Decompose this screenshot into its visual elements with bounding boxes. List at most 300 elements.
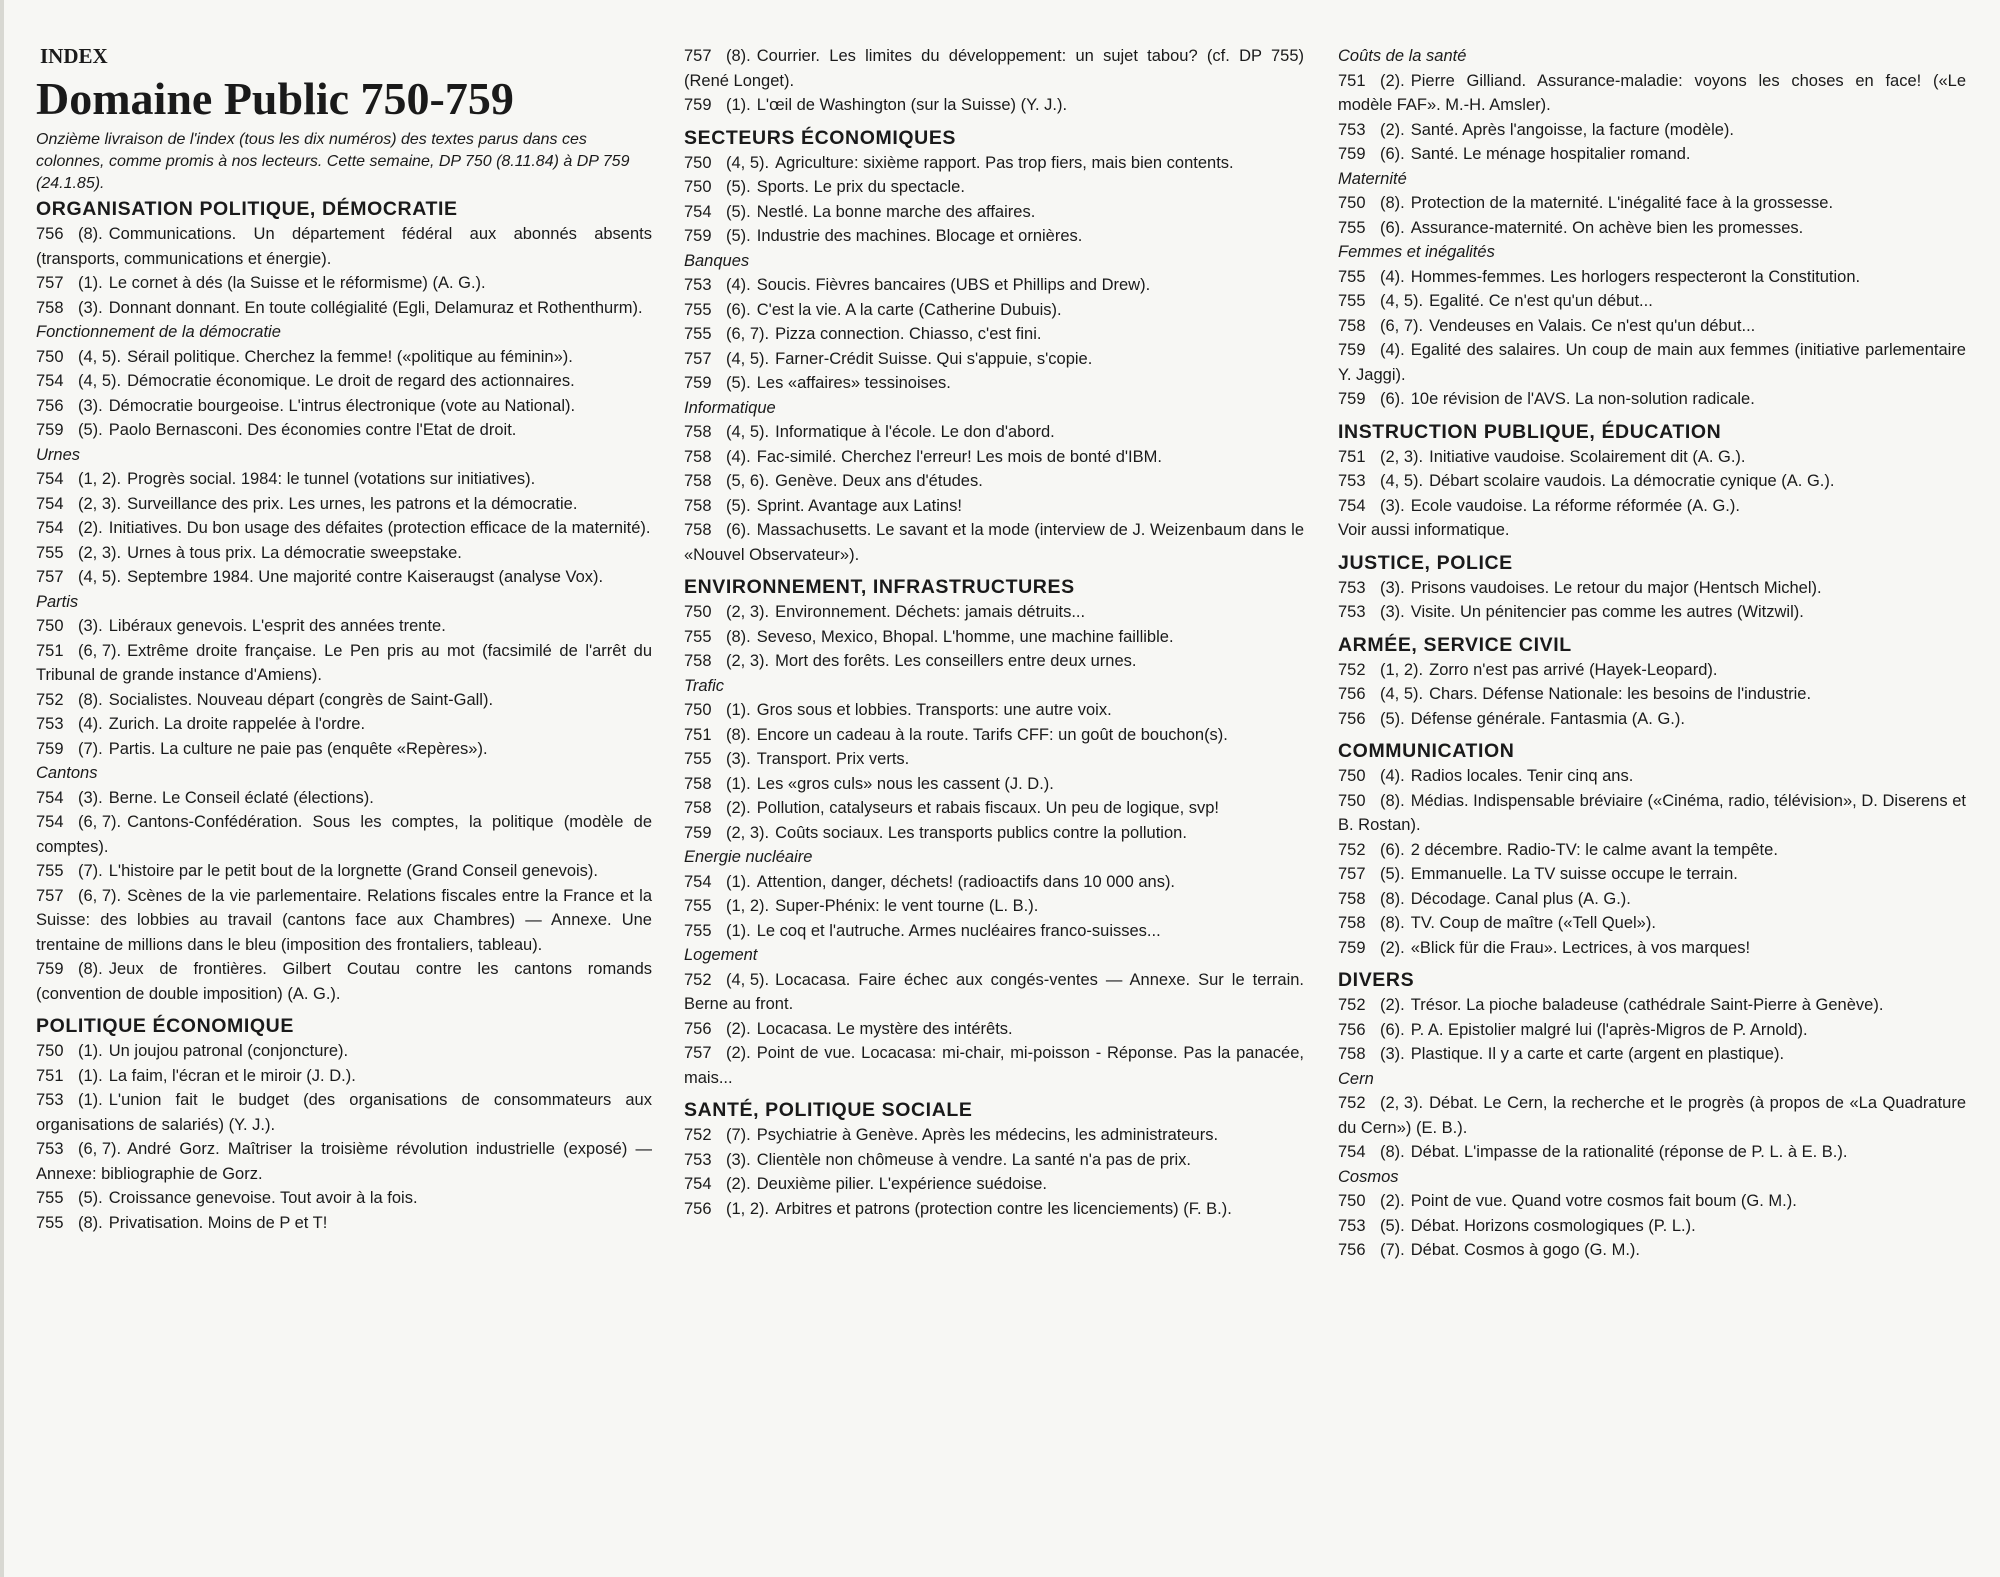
page-reference: (2). bbox=[726, 1175, 751, 1193]
issue-number: 750 bbox=[36, 617, 64, 635]
page-reference: (1, 2). bbox=[726, 897, 770, 915]
entry-text: Gros sous et lobbies. Transports: une autre voix. bbox=[756, 701, 1112, 719]
index-entry bbox=[36, 712, 652, 737]
entry-text: Extrême droite française. Le Pen pris au mot (facsimilé de l'arrêt du Tribunal de grande instance d'Amiens). bbox=[36, 641, 652, 684]
index-entry bbox=[684, 347, 1304, 372]
subsection-heading: Partis bbox=[36, 592, 79, 611]
index-entry bbox=[36, 467, 652, 492]
entry-text: Plastique. Il y a carte et carte (argent en plastique). bbox=[1410, 1045, 1785, 1063]
entry-text: Socialistes. Nouveau départ (congrès de Saint-Gall). bbox=[108, 690, 494, 709]
issue-number: 758 bbox=[1338, 316, 1366, 335]
issue-number: 759 bbox=[684, 96, 712, 114]
issue-number: 755 bbox=[36, 1189, 64, 1207]
entry-text: Prisons vaudoises. Le retour du major (Hentsch Michel). bbox=[1410, 578, 1822, 597]
page-reference: (2). bbox=[726, 1044, 751, 1062]
entry-text: Farner-Crédit Suisse. Qui s'appuie, s'copie. bbox=[775, 349, 1093, 368]
index-entry bbox=[684, 649, 1304, 674]
index-entry bbox=[684, 494, 1304, 519]
entry-text: Voir aussi informatique. bbox=[1338, 521, 1510, 539]
issue-number: 755 bbox=[684, 325, 712, 343]
entry-text: Protection de la maternité. L'inégalité face à la grossesse. bbox=[1410, 194, 1834, 212]
section-heading: ARMÉE, SERVICE CIVIL bbox=[1338, 633, 1572, 656]
page-reference: (1). bbox=[78, 1042, 103, 1060]
index-entry bbox=[1338, 1018, 1966, 1043]
index-entry bbox=[1338, 216, 1966, 241]
entry-text: Point de vue. Locacasa: mi-chair, mi-poisson - Réponse. Pas la panacée, mais... bbox=[684, 1044, 1304, 1087]
entry-text: Démocratie bourgeoise. L'intrus électronique (vote au National). bbox=[108, 396, 576, 415]
index-entry bbox=[1338, 494, 1966, 519]
issue-number: 754 bbox=[36, 813, 64, 831]
index-entry bbox=[36, 1064, 652, 1089]
page-reference: (2). bbox=[1380, 71, 1405, 90]
entry-text: Surveillance des prix. Les urnes, les patrons et la démocratie. bbox=[127, 494, 578, 513]
issue-number: 752 bbox=[1338, 1094, 1366, 1112]
page-reference: (2, 3). bbox=[726, 603, 770, 621]
index-entry bbox=[684, 1197, 1304, 1222]
entry-text: Septembre 1984. Une majorité contre Kaiseraugst (analyse Vox). bbox=[127, 568, 604, 586]
index-entry bbox=[684, 273, 1304, 298]
column-1 bbox=[36, 44, 652, 1235]
subsection-heading: Cosmos bbox=[1338, 1167, 1399, 1186]
index-entry bbox=[36, 345, 652, 370]
entry-text: L'union fait le budget (des organisations de consommateurs aux organisations de salariés) (Y. J.). bbox=[36, 1091, 652, 1134]
entry-text: Locacasa. Faire échec aux congés-ventes — Annexe. Sur le terrain. Berne au front. bbox=[684, 970, 1304, 1013]
page-reference: (6, 7). bbox=[78, 886, 122, 905]
entry-text: Hommes-femmes. Les horlogers respecteront la Constitution. bbox=[1410, 267, 1861, 286]
issue-number: 755 bbox=[684, 627, 712, 646]
issue-number: 752 bbox=[684, 970, 712, 989]
subsection-heading: Energie nucléaire bbox=[684, 848, 813, 866]
page-reference: (5). bbox=[726, 227, 751, 245]
entry-text: Santé. Le ménage hospitalier romand. bbox=[1410, 145, 1691, 163]
issue-number: 756 bbox=[1338, 685, 1366, 703]
issue-number: 755 bbox=[1338, 218, 1366, 237]
entry-text: Agriculture: sixième rapport. Pas trop fiers, mais bien contents. bbox=[775, 153, 1234, 172]
entry-text: Débat. Le Cern, la recherche et le progrès (à propos de «La Quadrature du Cern») (E. B.). bbox=[1338, 1094, 1966, 1137]
entry-text: Scènes de la vie parlementaire. Relations fiscales entre la France et la Suisse: des lobbies au travail (cantons face aux Chambres) — Annexe. Une trentaine de millions dans le bleu (imposition des frontaliers, tableau). bbox=[36, 886, 652, 954]
entry-text: Les «affaires» tessinoises. bbox=[756, 374, 951, 392]
entry-text: Berne. Le Conseil éclaté (élections). bbox=[108, 788, 374, 807]
index-entry bbox=[684, 723, 1304, 748]
page-reference: (3). bbox=[1380, 1045, 1405, 1063]
issue-number: 751 bbox=[684, 725, 712, 744]
page-reference: (4, 5). bbox=[78, 372, 122, 390]
index-entry bbox=[1338, 69, 1966, 118]
page-reference: (5). bbox=[726, 496, 751, 515]
entry-text: Les «gros culs» nous les cassent (J. D.). bbox=[756, 774, 1054, 793]
issue-number: 756 bbox=[684, 1199, 712, 1218]
entry-text: Progrès social. 1984: le tunnel (votations sur initiatives). bbox=[127, 470, 536, 488]
page-reference: (8). bbox=[726, 627, 751, 646]
issue-number: 758 bbox=[684, 423, 712, 441]
index-entry bbox=[1338, 314, 1966, 339]
issue-number: 752 bbox=[1338, 996, 1366, 1014]
section-heading: DIVERS bbox=[1338, 969, 1415, 991]
page-reference: (5, 6). bbox=[726, 472, 770, 490]
page-reference: (6, 7). bbox=[78, 813, 122, 831]
page-reference: (2). bbox=[1380, 1192, 1405, 1210]
entry-text: Urnes à tous prix. La démocratie sweepstake. bbox=[127, 543, 462, 562]
entry-text: Assurance-maternité. On achève bien les promesses. bbox=[1410, 218, 1804, 237]
index-entry bbox=[36, 222, 652, 271]
subsection-heading: Coûts de la santé bbox=[1338, 47, 1467, 65]
index-entry bbox=[684, 44, 1304, 93]
entry-text: Défense générale. Fantasmia (A. G.). bbox=[1410, 709, 1685, 728]
entry-text: 2 décembre. Radio-TV: le calme avant la tempête. bbox=[1410, 840, 1778, 859]
entry-text: Clientèle non chômeuse à vendre. La santé n'a pas de prix. bbox=[756, 1150, 1192, 1169]
issue-number: 758 bbox=[684, 472, 712, 490]
index-entry bbox=[684, 322, 1304, 347]
index-kicker: INDEX bbox=[40, 44, 108, 68]
page-reference: (5). bbox=[78, 1189, 103, 1207]
index-entry bbox=[36, 565, 652, 590]
page-reference: (3). bbox=[726, 750, 751, 768]
entry-text: Santé. Après l'angoisse, la facture (modèle). bbox=[1410, 120, 1734, 139]
page-reference: (5). bbox=[726, 374, 751, 392]
issue-number: 751 bbox=[36, 1066, 64, 1085]
page-reference: (2). bbox=[1380, 996, 1405, 1014]
column-3 bbox=[1338, 44, 1966, 1263]
intro-text: Onzième livraison de l'index (tous les dix numéros) des textes parus dans ces colonnes, comme promis à nos lecteurs. Cette semaine, DP 750 (8.11.84) à DP 759 (24.1.85). bbox=[36, 131, 630, 192]
entry-text: Egalité des salaires. Un coup de main aux femmes (initiative parlementaire Y. Jaggi). bbox=[1338, 341, 1966, 384]
index-entry bbox=[1338, 600, 1966, 625]
section-heading: ORGANISATION POLITIQUE, DÉMOCRATIE bbox=[36, 198, 458, 220]
page-reference: (8). bbox=[78, 960, 103, 978]
issue-number: 756 bbox=[36, 225, 64, 243]
index-entry bbox=[1338, 118, 1966, 143]
issue-number: 753 bbox=[36, 1091, 64, 1109]
index-entry bbox=[684, 1148, 1304, 1173]
page-reference: (1, 2). bbox=[726, 1199, 770, 1218]
entry-text: Débat. L'impasse de la rationalité (réponse de P. L. à E. B.). bbox=[1410, 1143, 1848, 1161]
page-reference: (4, 5). bbox=[78, 568, 122, 586]
index-entry bbox=[1338, 1214, 1966, 1239]
index-entry bbox=[684, 1123, 1304, 1148]
entry-text: Le cornet à dés (la Suisse et le réformisme) (A. G.). bbox=[108, 274, 486, 292]
issue-number: 750 bbox=[684, 603, 712, 621]
issue-number: 758 bbox=[36, 298, 64, 317]
issue-number: 753 bbox=[1338, 120, 1366, 139]
entry-text: Trésor. La pioche baladeuse (cathédrale Saint-Pierre à Genève). bbox=[1410, 996, 1884, 1014]
issue-number: 750 bbox=[1338, 194, 1366, 212]
entry-text: Arbitres et patrons (protection contre les licenciements) (F. B.). bbox=[775, 1199, 1232, 1218]
entry-text: Débat. Cosmos à gogo (G. M.). bbox=[1410, 1241, 1641, 1259]
index-entry bbox=[1338, 838, 1966, 863]
entry-text: Sérail politique. Cherchez la femme! («politique au féminin»). bbox=[127, 347, 573, 366]
index-entry bbox=[36, 271, 652, 296]
subsection-heading: Banques bbox=[684, 251, 750, 270]
page-reference: (7). bbox=[726, 1126, 751, 1144]
page-reference: (2). bbox=[726, 1019, 751, 1038]
issue-number: 758 bbox=[1338, 914, 1366, 932]
issue-number: 754 bbox=[36, 494, 64, 513]
issue-number: 753 bbox=[684, 276, 712, 294]
issue-number: 755 bbox=[684, 750, 712, 768]
index-entry bbox=[36, 418, 652, 443]
index-entry bbox=[36, 639, 652, 688]
issue-number: 750 bbox=[36, 347, 64, 366]
issue-number: 750 bbox=[1338, 791, 1366, 810]
page-reference: (1). bbox=[78, 274, 103, 292]
index-entry bbox=[36, 688, 652, 713]
page-reference: (6). bbox=[726, 300, 751, 319]
page-reference: (4, 5). bbox=[78, 347, 122, 366]
page-reference: (8). bbox=[1380, 889, 1405, 908]
page-reference: (2, 3). bbox=[1380, 447, 1424, 466]
issue-number: 754 bbox=[36, 788, 64, 807]
entry-text: Pizza connection. Chiasso, c'est fini. bbox=[775, 325, 1042, 343]
index-entry bbox=[36, 786, 652, 811]
index-entry bbox=[684, 1041, 1304, 1090]
issue-number: 758 bbox=[684, 774, 712, 793]
page-reference: (6, 7). bbox=[1380, 316, 1424, 335]
index-entry bbox=[684, 821, 1304, 846]
issue-number: 750 bbox=[684, 153, 712, 172]
issue-number: 757 bbox=[684, 349, 712, 368]
page-reference: (3). bbox=[1380, 578, 1405, 597]
column-2 bbox=[684, 44, 1304, 1221]
issue-number: 757 bbox=[684, 1044, 712, 1062]
entry-text: Sports. Le prix du spectacle. bbox=[756, 178, 965, 196]
page-reference: (6, 7). bbox=[78, 1140, 122, 1158]
page-reference: (4). bbox=[1380, 767, 1405, 785]
index-entry bbox=[684, 870, 1304, 895]
issue-number: 751 bbox=[36, 641, 64, 660]
entry-text: Attention, danger, déchets! (radioactifs dans 10 000 ans). bbox=[756, 872, 1176, 891]
entry-text: Partis. La culture ne paie pas (enquête «Repères»). bbox=[108, 739, 488, 758]
entry-text: Paolo Bernasconi. Des économies contre l'Etat de droit. bbox=[108, 421, 517, 439]
page-reference: (4). bbox=[726, 447, 751, 466]
section-heading: INSTRUCTION PUBLIQUE, ÉDUCATION bbox=[1338, 420, 1722, 443]
page-reference: (4). bbox=[726, 276, 751, 294]
index-entry bbox=[36, 957, 652, 1006]
entry-text: Zurich. La droite rappelée à l'ordre. bbox=[108, 715, 366, 733]
index-entry bbox=[684, 600, 1304, 625]
entry-text: Croissance genevoise. Tout avoir à la fois. bbox=[108, 1189, 418, 1207]
index-entry bbox=[1338, 469, 1966, 494]
issue-number: 759 bbox=[1338, 390, 1366, 408]
issue-number: 755 bbox=[1338, 267, 1366, 286]
page-reference: (4, 5). bbox=[1380, 472, 1424, 490]
entry-text: TV. Coup de maître («Tell Quel»). bbox=[1410, 914, 1656, 932]
entry-text: Zorro n'est pas arrivé (Hayek-Leopard). bbox=[1429, 660, 1718, 679]
index-entry bbox=[684, 968, 1304, 1017]
index-entry bbox=[36, 1186, 652, 1211]
issue-number: 755 bbox=[36, 543, 64, 562]
issue-number: 754 bbox=[684, 202, 712, 221]
index-entry bbox=[684, 445, 1304, 470]
index-entry bbox=[1338, 576, 1966, 601]
entry-text: Industrie des machines. Blocage et ornières. bbox=[756, 227, 1083, 245]
page-reference: (2). bbox=[78, 519, 103, 537]
page-reference: (3). bbox=[78, 617, 103, 635]
index-entry bbox=[1338, 387, 1966, 412]
entry-text: Pollution, catalyseurs et rabais fiscaux. Un peu de logique, svp! bbox=[756, 799, 1220, 817]
subsection-heading: Femmes et inégalités bbox=[1338, 243, 1495, 261]
index-entry bbox=[1338, 789, 1966, 838]
index-entry bbox=[36, 1088, 652, 1137]
index-entry bbox=[684, 1017, 1304, 1042]
page-reference: (4, 5). bbox=[726, 153, 770, 172]
index-entry bbox=[1338, 445, 1966, 470]
page-reference: (8). bbox=[726, 725, 751, 744]
index-entry bbox=[36, 614, 652, 639]
issue-number: 752 bbox=[36, 690, 64, 709]
index-entry bbox=[684, 151, 1304, 176]
issue-number: 753 bbox=[36, 1140, 64, 1158]
page-reference: (1, 2). bbox=[78, 470, 122, 488]
entry-text: Massachusetts. Le savant et la mode (interview de J. Weizenbaum dans le «Nouvel Observateur»). bbox=[684, 521, 1304, 564]
issue-number: 758 bbox=[684, 799, 712, 817]
issue-number: 755 bbox=[36, 1213, 64, 1232]
entry-text: Seveso, Mexico, Bhopal. L'homme, une machine faillible. bbox=[756, 627, 1174, 646]
entry-text: Transport. Prix verts. bbox=[756, 750, 910, 768]
page-reference: (6). bbox=[726, 521, 751, 539]
issue-number: 754 bbox=[684, 1175, 712, 1193]
subsection-heading: Maternité bbox=[1338, 169, 1407, 188]
issue-number: 755 bbox=[36, 862, 64, 880]
index-entry bbox=[36, 810, 652, 859]
issue-number: 757 bbox=[684, 47, 712, 65]
entry-text: Visite. Un pénitencier pas comme les autres (Witzwil). bbox=[1410, 603, 1804, 621]
index-entry bbox=[684, 698, 1304, 723]
section-heading: SANTÉ, POLITIQUE SOCIALE bbox=[684, 1099, 973, 1121]
page-reference: (6, 7). bbox=[78, 641, 122, 660]
page-reference: (4). bbox=[1380, 267, 1405, 286]
entry-text: Donnant donnant. En toute collégialité (Egli, Delamuraz et Rothenthurm). bbox=[108, 298, 643, 317]
entry-text: Sprint. Avantage aux Latins! bbox=[756, 496, 962, 515]
entry-text: Médias. Indispensable bréviaire («Cinéma, radio, télévision», D. Diserens et B. Rostan). bbox=[1338, 791, 1966, 834]
index-entry bbox=[1338, 265, 1966, 290]
index-entry bbox=[1338, 191, 1966, 216]
entry-text: Communications. Un département fédéral aux abonnés absents (transports, communications et énergie). bbox=[36, 225, 652, 268]
issue-number: 756 bbox=[684, 1019, 712, 1038]
index-entry bbox=[684, 200, 1304, 225]
index-entry bbox=[684, 772, 1304, 797]
issue-number: 750 bbox=[1338, 1192, 1366, 1210]
entry-text: Coûts sociaux. Les transports publics contre la pollution. bbox=[775, 823, 1187, 842]
index-entry bbox=[684, 625, 1304, 650]
column-3-entries bbox=[1338, 44, 1966, 1263]
entry-text: Chars. Défense Nationale: les besoins de l'industrie. bbox=[1429, 685, 1812, 703]
page-reference: (5). bbox=[78, 421, 103, 439]
entry-text: Encore un cadeau à la route. Tarifs CFF: un goût de bouchon(s). bbox=[756, 725, 1228, 744]
page-reference: (8). bbox=[78, 225, 103, 243]
page-reference: (2). bbox=[1380, 938, 1405, 957]
index-entry bbox=[684, 1172, 1304, 1197]
issue-number: 754 bbox=[684, 872, 712, 891]
section-heading: JUSTICE, POLICE bbox=[1338, 551, 1513, 574]
issue-number: 759 bbox=[1338, 938, 1366, 957]
page-reference: (4). bbox=[1380, 341, 1405, 359]
index-entry bbox=[684, 747, 1304, 772]
index-entry bbox=[1338, 936, 1966, 961]
issue-number: 753 bbox=[1338, 603, 1366, 621]
issue-number: 754 bbox=[36, 470, 64, 488]
index-entry bbox=[684, 420, 1304, 445]
entry-text: L'œil de Washington (sur la Suisse) (Y. J.). bbox=[756, 96, 1068, 114]
page-reference: (7). bbox=[1380, 1241, 1405, 1259]
issue-number: 757 bbox=[36, 568, 64, 586]
index-entry bbox=[684, 224, 1304, 249]
entry-text: Pierre Gilliand. Assurance-maladie: voyons les choses en face! («Le modèle FAF». M.-H. Amsler). bbox=[1338, 71, 1966, 114]
issue-number: 759 bbox=[1338, 341, 1366, 359]
entry-text: Un joujou patronal (conjoncture). bbox=[108, 1042, 349, 1060]
index-entry bbox=[684, 371, 1304, 396]
section-heading: SECTEURS ÉCONOMIQUES bbox=[684, 126, 957, 149]
issue-number: 756 bbox=[1338, 1241, 1366, 1259]
page-reference: (8). bbox=[1380, 791, 1405, 810]
issue-number: 758 bbox=[684, 496, 712, 515]
issue-number: 755 bbox=[1338, 292, 1366, 310]
entry-text: Super-Phénix: le vent tourne (L. B.). bbox=[775, 897, 1039, 915]
index-entry bbox=[1338, 1238, 1966, 1263]
entry-text: Débart scolaire vaudois. La démocratie cynique (A. G.). bbox=[1429, 472, 1835, 490]
issue-number: 757 bbox=[36, 274, 64, 292]
index-entry bbox=[684, 298, 1304, 323]
entry-text: C'est la vie. A la carte (Catherine Dubuis). bbox=[756, 300, 1062, 319]
issue-number: 751 bbox=[1338, 71, 1366, 90]
index-entry bbox=[1338, 338, 1966, 387]
page-reference: (1). bbox=[726, 872, 751, 891]
page-reference: (6). bbox=[1380, 1020, 1405, 1039]
page-reference: (1). bbox=[78, 1091, 103, 1109]
index-entry bbox=[1338, 993, 1966, 1018]
entry-text: Emmanuelle. La TV suisse occupe le terrain. bbox=[1410, 865, 1738, 883]
issue-number: 754 bbox=[36, 372, 64, 390]
subsection-heading: Urnes bbox=[36, 445, 81, 464]
issue-number: 755 bbox=[684, 921, 712, 940]
subsection-heading: Trafic bbox=[684, 676, 725, 695]
issue-number: 753 bbox=[684, 1150, 712, 1169]
page-reference: (7). bbox=[78, 862, 103, 880]
issue-number: 759 bbox=[684, 823, 712, 842]
index-entry bbox=[36, 1211, 652, 1236]
issue-number: 753 bbox=[1338, 1216, 1366, 1235]
page-reference: (4, 5). bbox=[726, 970, 770, 989]
entry-text: Soucis. Fièvres bancaires (UBS et Phillips and Drew). bbox=[756, 276, 1151, 294]
page-reference: (8). bbox=[726, 47, 751, 65]
issue-number: 753 bbox=[36, 715, 64, 733]
section-heading: COMMUNICATION bbox=[1338, 740, 1515, 762]
page-reference: (6). bbox=[1380, 840, 1405, 859]
issue-number: 751 bbox=[1338, 447, 1366, 466]
subsection-heading: Fonctionnement de la démocratie bbox=[36, 323, 281, 341]
page-reference: (4, 5). bbox=[726, 349, 770, 368]
index-entry bbox=[36, 737, 652, 762]
page-reference: (8). bbox=[1380, 1143, 1405, 1161]
entry-text: Libéraux genevois. L'esprit des années trente. bbox=[108, 617, 446, 635]
index-entry bbox=[684, 469, 1304, 494]
issue-number: 756 bbox=[36, 396, 64, 415]
entry-text: Courrier. Les limites du développement: un sujet tabou? (cf. DP 755) (René Longet). bbox=[684, 47, 1304, 90]
page-reference: (3). bbox=[78, 788, 103, 807]
column-2-entries bbox=[684, 44, 1304, 1221]
page-reference: (6, 7). bbox=[726, 325, 770, 343]
entry-text: Locacasa. Le mystère des intérêts. bbox=[756, 1019, 1013, 1038]
entry-text: Radios locales. Tenir cinq ans. bbox=[1410, 767, 1634, 785]
page-reference: (4, 5). bbox=[726, 423, 770, 441]
entry-text: André Gorz. Maîtriser la troisième révolution industrielle (exposé) — Annexe: bibliographie de Gorz. bbox=[36, 1140, 652, 1183]
page-reference: (2, 3). bbox=[1380, 1094, 1424, 1112]
entry-text: Initiatives. Du bon usage des défaites (protection efficace de la maternité). bbox=[108, 519, 651, 537]
page-reference: (2). bbox=[726, 799, 751, 817]
entry-text: Informatique à l'école. Le don d'abord. bbox=[775, 423, 1055, 441]
issue-number: 754 bbox=[36, 519, 64, 537]
page-title: Domaine Public 750-759 bbox=[36, 73, 514, 124]
index-entry bbox=[1338, 764, 1966, 789]
section-heading: ENVIRONNEMENT, INFRASTRUCTURES bbox=[684, 576, 1075, 598]
